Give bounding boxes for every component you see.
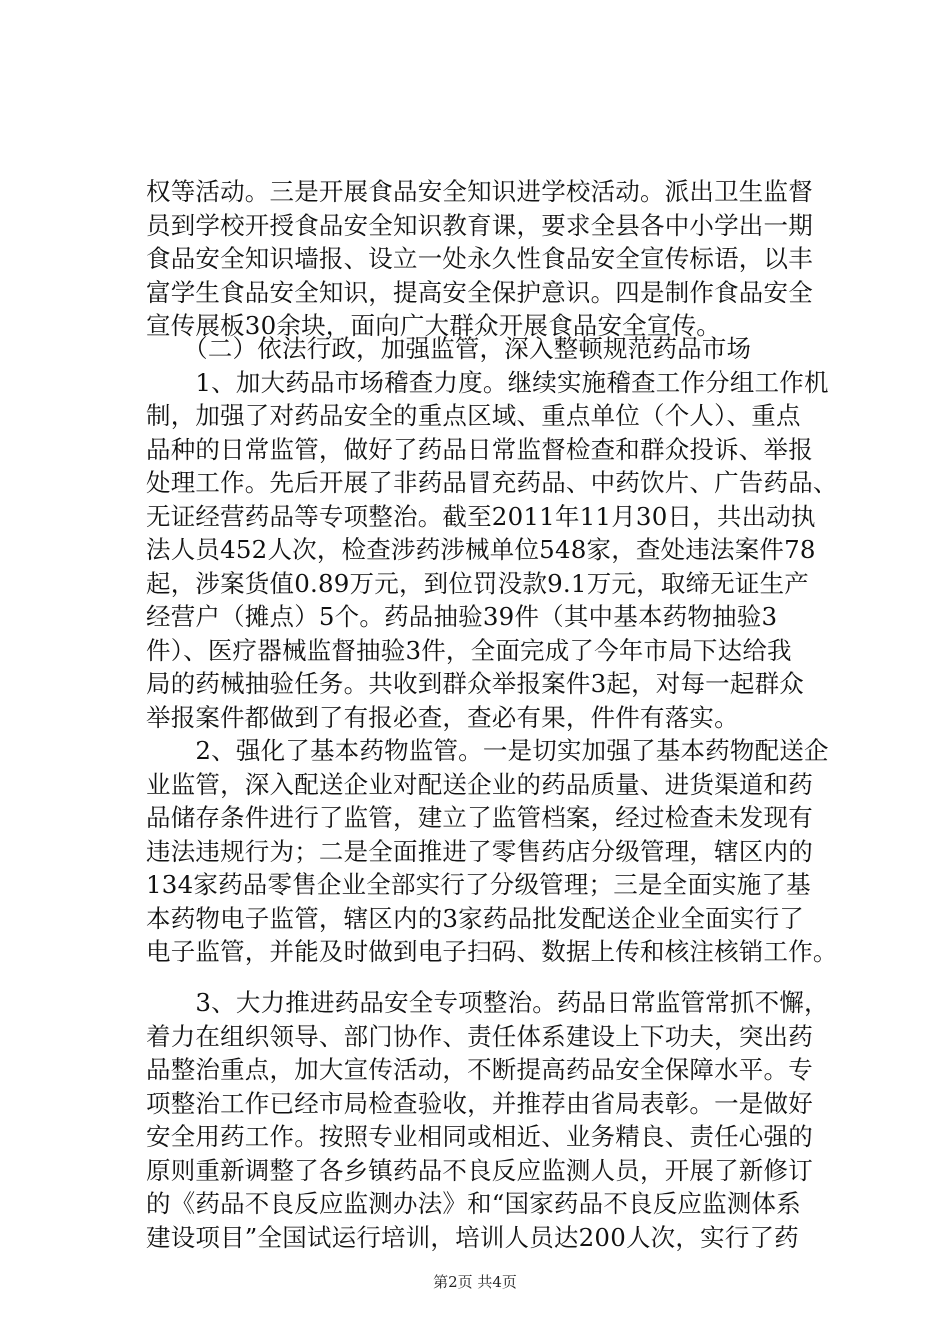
text-line: 起，涉案货值0.89万元，到位罚没款9.1万元，取缔无证生产 — [146, 569, 810, 598]
text-line: 经营户（摊点）5个。药品抽验39件（其中基本药物抽验3 — [146, 602, 778, 631]
text-line: 无证经营药品等专项整治。截至2011年11月30日，共出动执 — [146, 502, 816, 531]
text-line: 宣传展板30余块，面向广大群众开展食品安全宣传。 — [146, 311, 721, 340]
text-line: 权等活动。三是开展食品安全知识进学校活动。派出卫生监督 — [146, 177, 813, 206]
text-line: 员到学校开授食品安全知识教育课，要求全县各中小学出一期 — [146, 211, 813, 240]
text-line: 富学生食品安全知识，提高安全保护意识。四是制作食品安全 — [146, 278, 813, 307]
text-line: 项整治工作已经市局检查验收，并推荐由省局表彰。一是做好 — [146, 1089, 813, 1118]
text-line: 局的药械抽验任务。共收到群众举报案件3起，对每一起群众 — [146, 669, 804, 698]
text-line: 处理工作。先后开展了非药品冒充药品、中药饮片、广告药品、 — [146, 468, 838, 497]
text-line: 3、大力推进药品安全专项整治。药品日常监管常抓不懈， — [146, 988, 829, 1017]
page-footer: 第2页 共4页 — [433, 1273, 517, 1291]
section-heading: （二）依法行政，加强监管，深入整顿规范药品市场 — [146, 334, 752, 363]
text-line: 134家药品零售企业全部实行了分级管理；三是全面实施了基 — [146, 870, 811, 899]
text-line: 业监管，深入配送企业对配送企业的药品质量、进货渠道和药 — [146, 770, 813, 799]
text-line: 2、强化了基本药物监管。一是切实加强了基本药物配送企 — [146, 736, 829, 765]
text-line: 品种的日常监管，做好了药品日常监督检查和群众投诉、举报 — [146, 435, 813, 464]
text-line: 件）、医疗器械监督抽验3件，全面完成了今年市局下达给我 — [146, 636, 792, 665]
text-line: 本药物电子监管，辖区内的3家药品批发配送企业全面实行了 — [146, 904, 804, 933]
text-line: 举报案件都做到了有报必查，查必有果，件件有落实。 — [146, 703, 739, 732]
text-line: 制，加强了对药品安全的重点区域、重点单位（个人）、重点 — [146, 401, 801, 430]
text-line: 电子监管，并能及时做到电子扫码、数据上传和核注核销工作。 — [146, 937, 838, 966]
text-line: 1、加大药品市场稽查力度。继续实施稽查工作分组工作机 — [146, 368, 829, 397]
text-line: 安全用药工作。按照专业相同或相近、业务精良、责任心强的 — [146, 1122, 813, 1151]
text-line: 建设项目”全国试运行培训，培训人员达200人次，实行了药 — [146, 1223, 799, 1252]
text-line: 品整治重点，加大宣传活动，不断提高药品安全保障水平。专 — [146, 1055, 813, 1084]
text-line: 着力在组织领导、部门协作、责任体系建设上下功夫，突出药 — [146, 1022, 813, 1051]
text-line: 的《药品不良反应监测办法》和“国家药品不良反应监测体系 — [146, 1189, 801, 1218]
text-line: 品储存条件进行了监管，建立了监管档案，经过检查未发现有 — [146, 803, 813, 832]
text-line: 法人员452人次，检查涉药涉械单位548家，查处违法案件78 — [146, 535, 816, 564]
text-line: 食品安全知识墙报、设立一处永久性食品安全宣传标语，以丰 — [146, 244, 813, 273]
text-line: 原则重新调整了各乡镇药品不良反应监测人员，开展了新修订 — [146, 1156, 813, 1185]
text-line: 违法违规行为；二是全面推进了零售药店分级管理，辖区内的 — [146, 837, 813, 866]
